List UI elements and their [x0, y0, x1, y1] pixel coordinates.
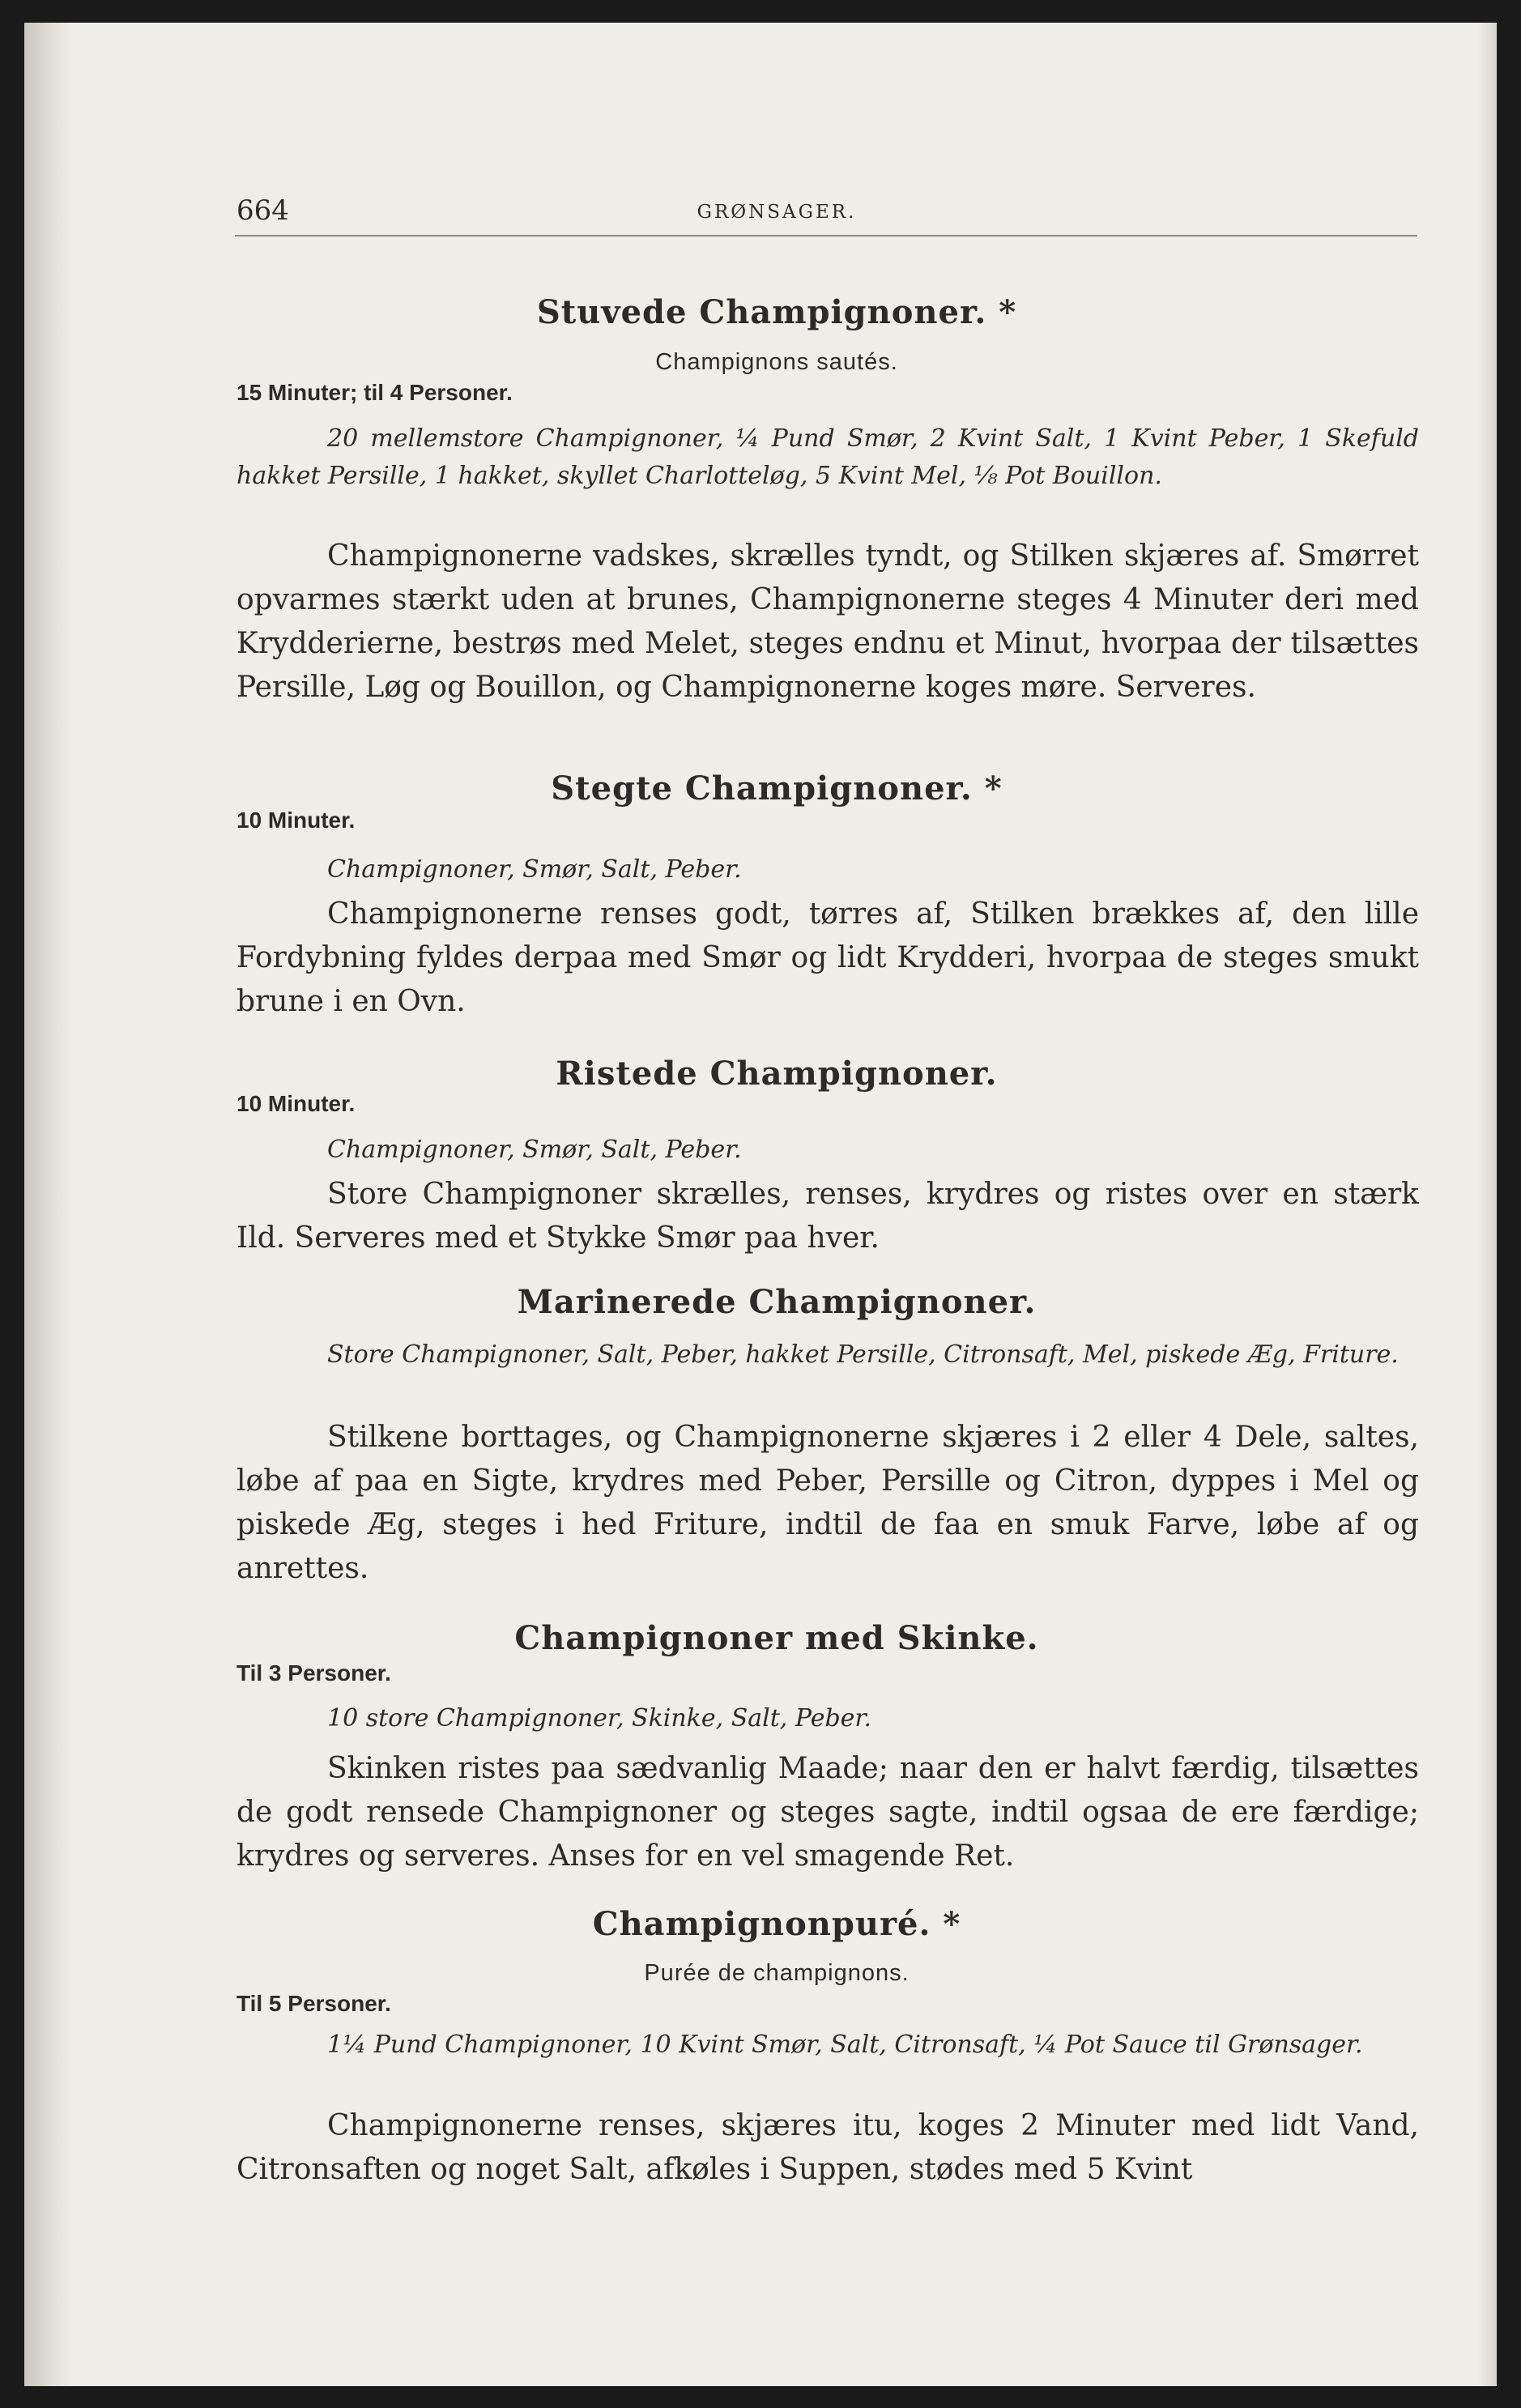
recipe-body: Stilkene borttages, og Champignonerne skjæres i 2 eller 4 Dele, saltes, løbe af paa en Sigte, krydres med Peber, Persille og Citron, dyppes i Mel og piskede Æg, steges i hed Friture, indtil de faa en smuk Farve, løbe af og anrettes.	[236, 1421, 1419, 1585]
recipe-body: Champignonerne vadskes, skrælles tyndt, og Stilken skjæres af. Smørret opvarmes stærkt uden at brunes, Champignonerne steges 4 Minuter deri med Krydderierne, bestrøs med Melet, steges endnu et Minut, hvorpaa der tilsættes Persille, Løg og Bouillon, og Champignonerne koges møre. Serveres.	[236, 539, 1419, 704]
recipe-meta: 15 Minuter; til 4 Personer.	[236, 380, 513, 405]
recipe-meta: Til 5 Personer.	[236, 1991, 391, 2016]
recipe-meta: 10 Minuter.	[236, 808, 356, 833]
recipe-title: Stuvede Champignoner. *	[536, 293, 1017, 331]
recipe-ingredients: 10 store Champignoner, Skinke, Salt, Peber.	[327, 1704, 871, 1732]
recipe-subtitle: Champignons sautés.	[655, 349, 898, 375]
page-number: 664	[236, 194, 289, 227]
recipe-meta: 10 Minuter.	[236, 1091, 356, 1116]
recipe-subtitle: Purée de champignons.	[644, 1960, 910, 1986]
recipe-title: Marinerede Champignoner.	[517, 1283, 1037, 1321]
recipe-title: Ristede Champignoner.	[556, 1055, 998, 1093]
recipe-body: Champignonerne renses, skjæres itu, koges 2 Minuter med lidt Vand, Citronsaften og noget Salt, afkøles i Suppen, stødes med 5 Kvint	[236, 2109, 1419, 2186]
recipe-body: Champignonerne renses godt, tørres af, Stilken brækkes af, den lille Fordybning fyldes derpaa med Smør og lidt Krydderi, hvorpaa de steges smukt brune i en Ovn.	[236, 897, 1419, 1018]
recipe-ingredients: Store Champignoner, Salt, Peber, hakket Persille, Citronsaft, Mel, piskede Æg, Friture.	[327, 1340, 1399, 1369]
binding-shadow	[24, 23, 71, 2386]
book-page	[24, 23, 1497, 2386]
recipe-title: Stegte Champignoner. *	[551, 769, 1003, 808]
recipe-ingredients: 20 mellemstore Champignoner, ¼ Pund Smør, 2 Kvint Salt, 1 Kvint Peber, 1 Skefuld hakket Persille, 1 hakket, skyllet Charlotteløg, 5 Kvint Mel, ⅛ Pot Bouillon.	[236, 424, 1419, 490]
recipe-meta: Til 3 Personer.	[236, 1660, 391, 1686]
running-head: GRØNSAGER.	[697, 202, 857, 223]
recipe-title: Champignoner med Skinke.	[514, 1619, 1039, 1657]
page-edge-shadow	[1477, 23, 1497, 2386]
recipe-ingredients: 1¼ Pund Champignoner, 10 Kvint Smør, Salt, Citronsaft, ¼ Pot Sauce til Grønsager.	[327, 2031, 1363, 2059]
recipe-ingredients: Champignoner, Smør, Salt, Peber.	[327, 1136, 742, 1164]
recipe-ingredients: Champignoner, Smør, Salt, Peber.	[327, 855, 742, 884]
header-rule	[235, 235, 1417, 237]
recipe-body: Skinken ristes paa sædvanlig Maade; naar den er halvt færdig, tilsættes de godt rensede Champignoner og steges sagte, indtil ogsaa de ere færdige; krydres og serveres. Anses for en vel smagende Ret.	[236, 1752, 1419, 1873]
recipe-body: Store Champignoner skrælles, renses, krydres og ristes over en stærk Ild. Serveres med et Stykke Smør paa hver.	[236, 1178, 1419, 1255]
recipe-title: Champignonpuré. *	[592, 1905, 961, 1943]
